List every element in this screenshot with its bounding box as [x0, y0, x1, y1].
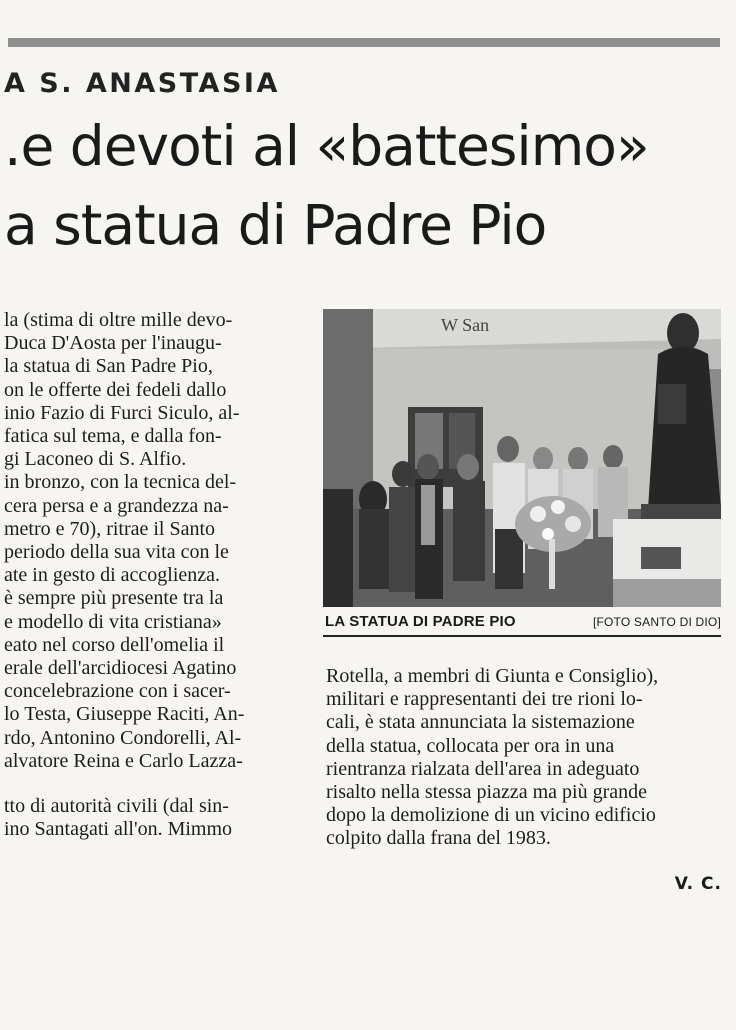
photo-credit: [FOTO SANTO DI DIO] [592, 615, 721, 629]
photo-scene [323, 309, 721, 607]
text-line: in bronzo, con la tecnica del- [4, 471, 237, 494]
top-rule [8, 38, 720, 47]
section-kicker: A S. ANASTASIA [4, 68, 280, 99]
text-line: alvatore Reina e Carlo Lazza- [4, 749, 243, 772]
text-line: cali, è stata annunciata la sistemazione [326, 711, 635, 734]
photo-caption [323, 611, 721, 637]
text-line: risalto nella stessa piazza ma più grande [326, 781, 647, 804]
text-line: periodo della sua vita con le [4, 541, 229, 564]
text-line: rdo, Antonino Condorelli, Al- [4, 726, 242, 749]
text-line: cera persa e a grandezza na- [4, 494, 229, 517]
text-line: colpito dalla frana del 1983. [326, 827, 551, 850]
text-line: militari e rappresentanti dei tre rioni lo- [326, 688, 643, 711]
text-line: Duca D'Aosta per l'inaugu- [4, 332, 222, 355]
text-line: è sempre più presente tra la [4, 587, 224, 610]
text-line: erale dell'arcidiocesi Agatino [4, 657, 237, 680]
author-signature: V. C. [674, 874, 722, 894]
right-column [326, 665, 726, 851]
text-line: la (stima di oltre mille devo- [4, 309, 233, 331]
text-line: metro e 70), ritrae il Santo [4, 517, 216, 540]
news-photo [323, 309, 721, 607]
text-line: inio Fazio di Furci Siculo, al- [4, 401, 240, 424]
text-line: on le offerte dei fedeli dallo [4, 378, 227, 401]
text-line: ino Santagati all'on. Mimmo [4, 818, 233, 841]
text-line: fatica sul tema, e dalla fon- [4, 425, 222, 448]
text-line: la statua di San Padre Pio, [4, 355, 213, 378]
left-column [4, 309, 294, 841]
banner-text: W San [441, 315, 490, 335]
text-line: gi Laconeo di S. Alfio. [4, 448, 187, 471]
text-line: della statua, collocata per ora in una [326, 734, 615, 757]
text-line: lo Testa, Giuseppe Raciti, An- [4, 703, 245, 726]
left-paragraph-1 [4, 309, 294, 773]
paragraph-gap [4, 773, 294, 795]
caption-title: LA STATUA DI PADRE PIO [325, 613, 516, 630]
text-line: e modello di vita cristiana» [4, 610, 222, 633]
headline-line-2: a statua di Padre Pio [4, 193, 547, 257]
text-line: ate in gesto di accoglienza. [4, 564, 221, 587]
text-line: tto di autorità civili (dal sin- [4, 795, 229, 818]
text-line: eato nel corso dell'omelia il [4, 633, 225, 656]
text-line: dopo la demolizione di un vicino edificio [326, 804, 656, 827]
left-paragraph-2 [4, 795, 294, 841]
text-line: rientranza rialzata dell'area in adeguato [326, 757, 640, 780]
text-line: Rotella, a membri di Giunta e Consiglio), [326, 665, 659, 687]
headline-line-1: .e devoti al «battesimo» [4, 114, 649, 178]
text-line: concelebrazione con i sacer- [4, 680, 231, 703]
